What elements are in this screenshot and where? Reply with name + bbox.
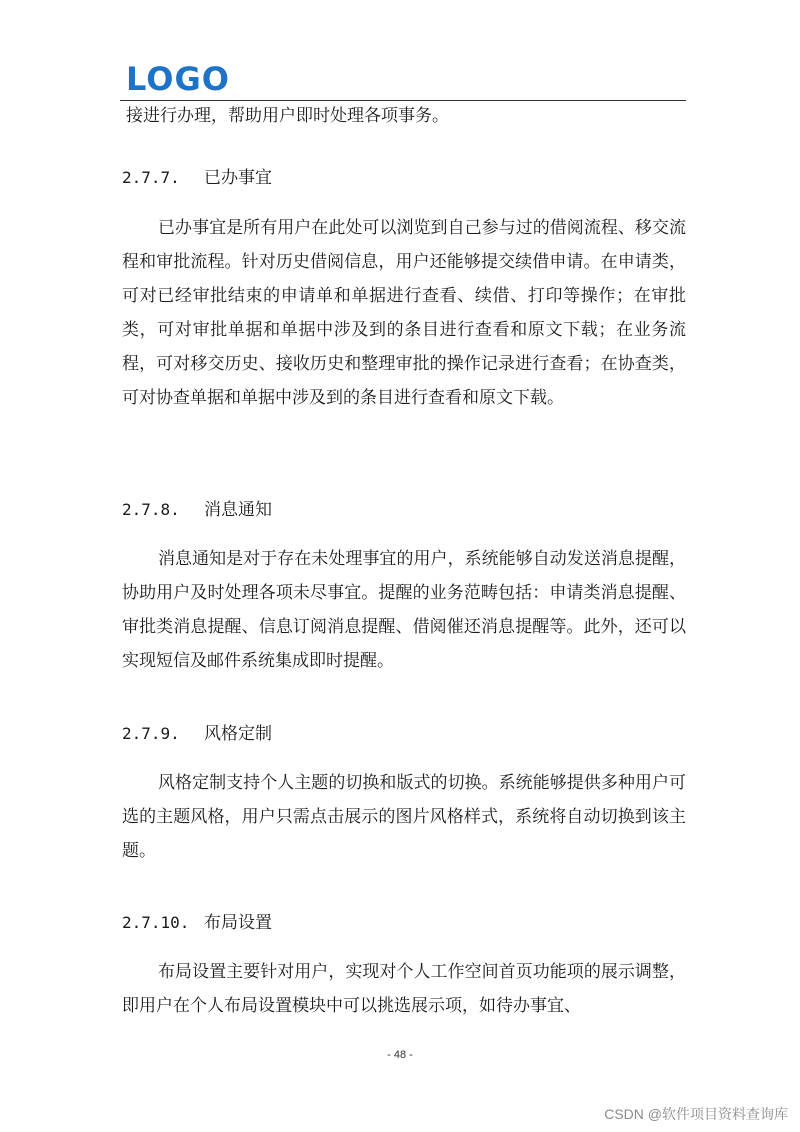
section-heading-2-7-8 bbox=[122, 498, 272, 522]
logo: LOGO bbox=[126, 60, 230, 98]
section-paragraph-2-7-10: 布局设置主要针对用户，实现对个人工作空间首页功能项的展示调整，即用户在个人布局设置模块中可以挑选展示项，如待办事宜、 bbox=[122, 962, 686, 1016]
section-title: 布局设置 bbox=[204, 913, 272, 933]
section-number: 2.7.7. bbox=[122, 168, 180, 187]
section-number: 2.7.10. bbox=[122, 913, 190, 932]
section-heading-2-7-10 bbox=[122, 911, 272, 935]
section-number: 2.7.8. bbox=[122, 500, 180, 519]
section-heading-2-7-9 bbox=[122, 722, 272, 746]
section-title: 消息通知 bbox=[204, 500, 272, 520]
section-paragraph-2-7-7: 已办事宜是所有用户在此处可以浏览到自己参与过的借阅流程、移交流程和审批流程。针对历史借阅信息，用户还能够提交续借申请。在申请类，可对已经审批结束的申请单和单据进行查看、续借、打印等操作；在审批类，可对审批单据和单据中涉及到的条目进行查看和原文下载；在业务流程，可对移交历史、接收历史和整理审批的操作记录进行查看；在协查类，可对协查单据和单据中涉及到的条目进行查看和原文下载。 bbox=[122, 218, 686, 408]
section-number: 2.7.9. bbox=[122, 724, 180, 743]
page-number: - 48 - bbox=[387, 1049, 413, 1061]
section-heading-2-7-7 bbox=[122, 166, 272, 190]
section-title: 已办事宜 bbox=[204, 168, 272, 188]
section-title: 风格定制 bbox=[204, 724, 272, 744]
section-paragraph-2-7-9: 风格定制支持个人主题的切换和版式的切换。系统能够提供多种用户可选的主题风格，用户只需点击展示的图片风格样式，系统将自动切换到该主题。 bbox=[122, 773, 686, 861]
watermark: CSDN @软件项目资料查询库 bbox=[604, 1106, 788, 1122]
header-divider bbox=[120, 100, 686, 101]
continuation-text: 接进行办理，帮助用户即时处理各项事务。 bbox=[126, 106, 449, 126]
section-paragraph-2-7-8: 消息通知是对于存在未处理事宜的用户，系统能够自动发送消息提醒，协助用户及时处理各项未尽事宜。提醒的业务范畴包括：申请类消息提醒、审批类消息提醒、信息订阅消息提醒、借阅催还消息提醒等。此外，还可以实现短信及邮件系统集成即时提醒。 bbox=[122, 549, 686, 671]
